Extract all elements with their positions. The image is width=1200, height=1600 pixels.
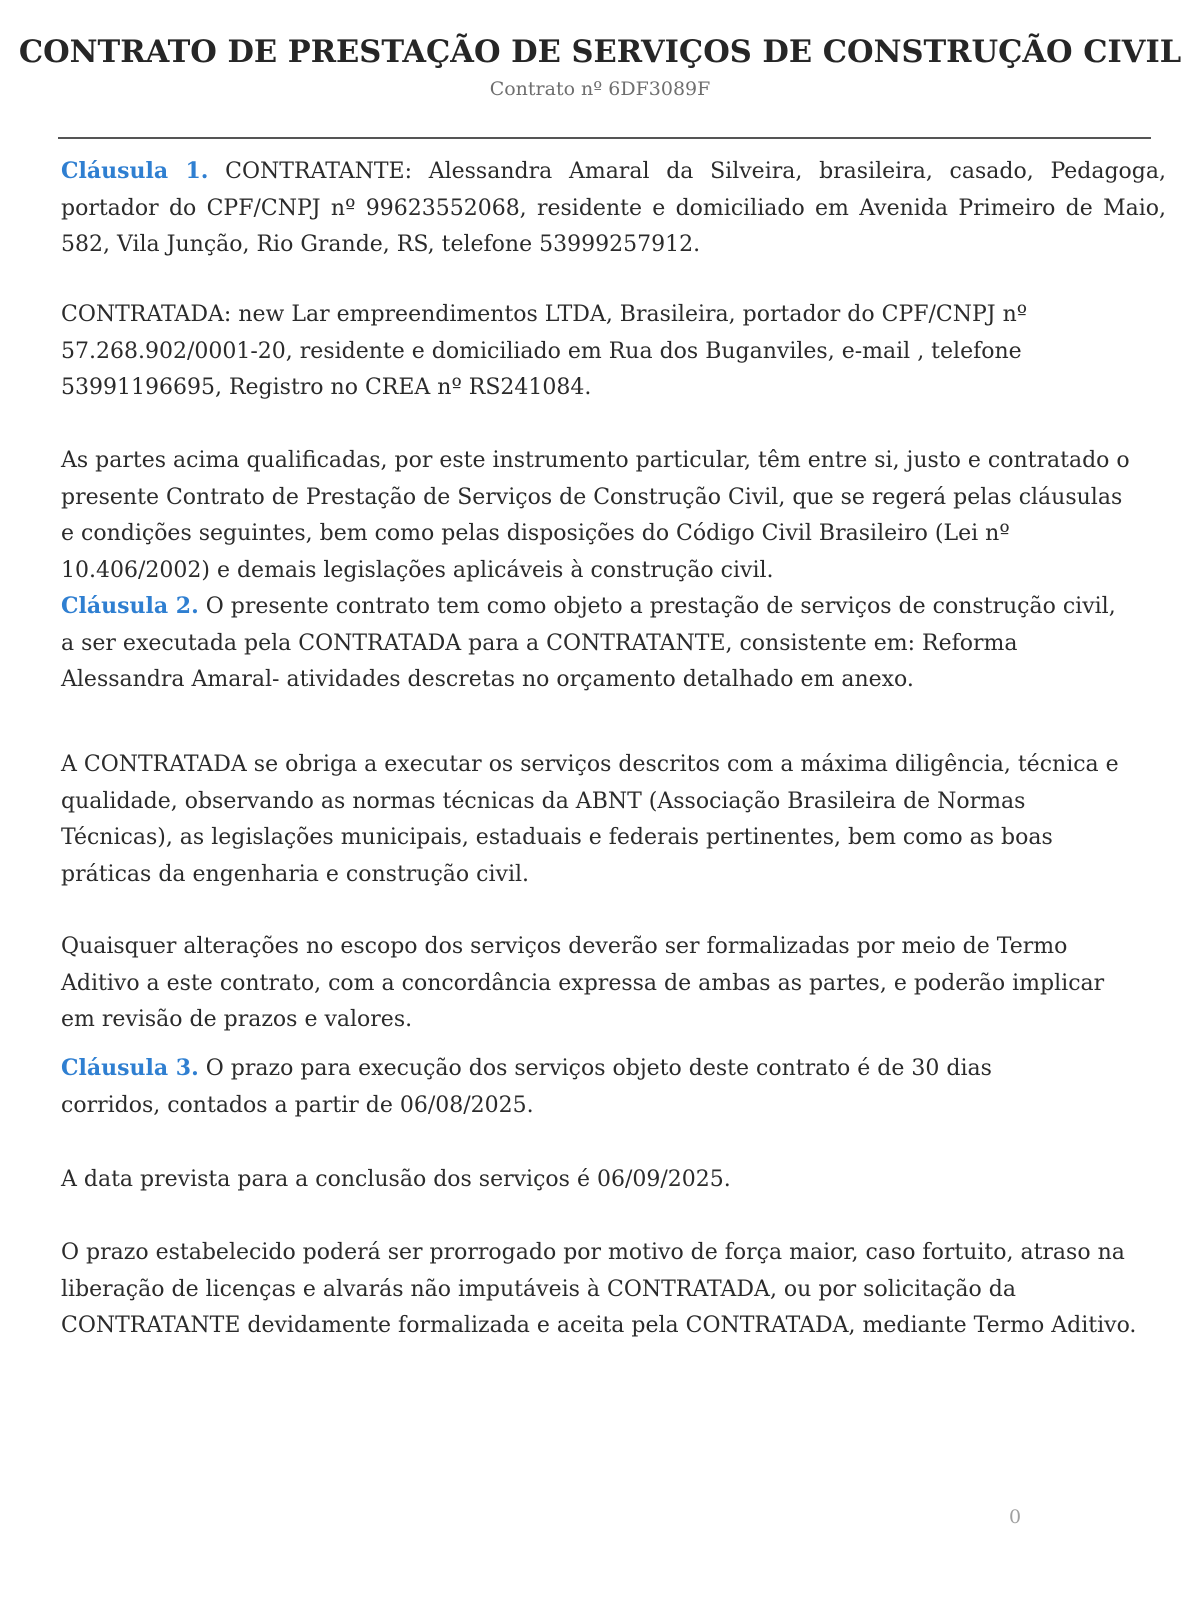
clause-3-prazo (61, 1050, 1021, 1124)
page-number: 0 (1008, 1506, 1022, 1528)
clause-2-obrigacao (61, 747, 1131, 893)
contract-number: Contrato nº 6DF3089F (489, 78, 711, 100)
clause-2-objeto-text: O presente contrato tem como objeto a prestação de serviços de construção civil, a ser executada pela CONTRATADA para a CONTRATANTE, consistente em: Reforma Alessandra Amaral- atividades descretas no orçamento detalhado em anexo. (61, 594, 1116, 692)
clause-1-contratada-text: CONTRATADA: new Lar empreendimentos LTDA, Brasileira, portador do CPF/CNPJ nº 57.268.902/0001-20, residente e domiciliado em Rua dos Buganviles, e-mail , telefone 53991196695, Registro no CREA nº RS241084. (61, 302, 1028, 400)
clause-1-partes (61, 443, 1131, 589)
header-divider (58, 137, 1151, 139)
clause-2-objeto (61, 588, 1131, 699)
clause-2-alteracoes-text: Quaisquer alterações no escopo dos serviços deverão ser formalizadas por meio de Termo Aditivo a este contrato, com a concordância expressa de ambas as partes, e poderão implicar em revisão de prazos e valores. (61, 934, 1105, 1032)
clause-3-prorrogacao-text: O prazo estabelecido poderá ser prorrogado por motivo de força maior, caso fortuito, atraso na liberação de licenças e alvarás não imputáveis à CONTRATADA, ou por solicitação da CONTRATANTE devidamente formalizada e aceita pela CONTRATADA, mediante Termo Aditivo. (61, 1240, 1137, 1338)
clause-3-prazo-text: O prazo para execução dos serviços objeto deste contrato é de 30 dias corridos, contados a partir de 06/08/2025. (61, 1056, 992, 1118)
document-title: CONTRATO DE PRESTAÇÃO DE SERVIÇOS DE CONSTRUÇÃO CIVIL (18, 34, 1182, 70)
clause-1-label: Cláusula 1. (61, 158, 209, 184)
clause-3-conclusao (61, 1162, 1166, 1199)
clause-2-alteracoes (61, 929, 1131, 1039)
clause-2-label: Cláusula 2. (61, 593, 199, 619)
clause-3-conclusao-text: A data prevista para a conclusão dos serviços é 06/09/2025. (61, 1167, 731, 1192)
clause-1-contratante (61, 153, 1166, 264)
clause-1-contratante-text: CONTRATANTE: Alessandra Amaral da Silveira, brasileira, casado, Pedagoga, portador do CPF/CNPJ nº 99623552068, residente e domiciliado em Avenida Primeiro de Maio, 582, Vila Junção, Rio Grande, RS, telefone 53999257912. (61, 159, 1166, 257)
clause-2-obrigacao-text: A CONTRATADA se obriga a executar os serviços descritos com a máxima diligência, técnica e qualidade, observando as normas técnicas da ABNT (Associação Brasileira de Normas Técnicas), as legislações municipais, estaduais e federais pertinentes, bem como as boas práticas da engenharia e construção civil. (61, 752, 1119, 887)
clause-1-contratada (61, 297, 1151, 407)
clause-3-prorrogacao (61, 1235, 1141, 1345)
clause-3-label: Cláusula 3. (61, 1055, 199, 1081)
clause-1-partes-text: As partes acima qualificadas, por este instrumento particular, têm entre si, justo e contratado o presente Contrato de Prestação de Serviços de Construção Civil, que se regerá pelas cláusulas e condições seguintes, bem como pelas disposições do Código Civil Brasileiro (Lei nº 10.406/2002) e demais legislações aplicáveis à construção civil. (61, 448, 1130, 583)
